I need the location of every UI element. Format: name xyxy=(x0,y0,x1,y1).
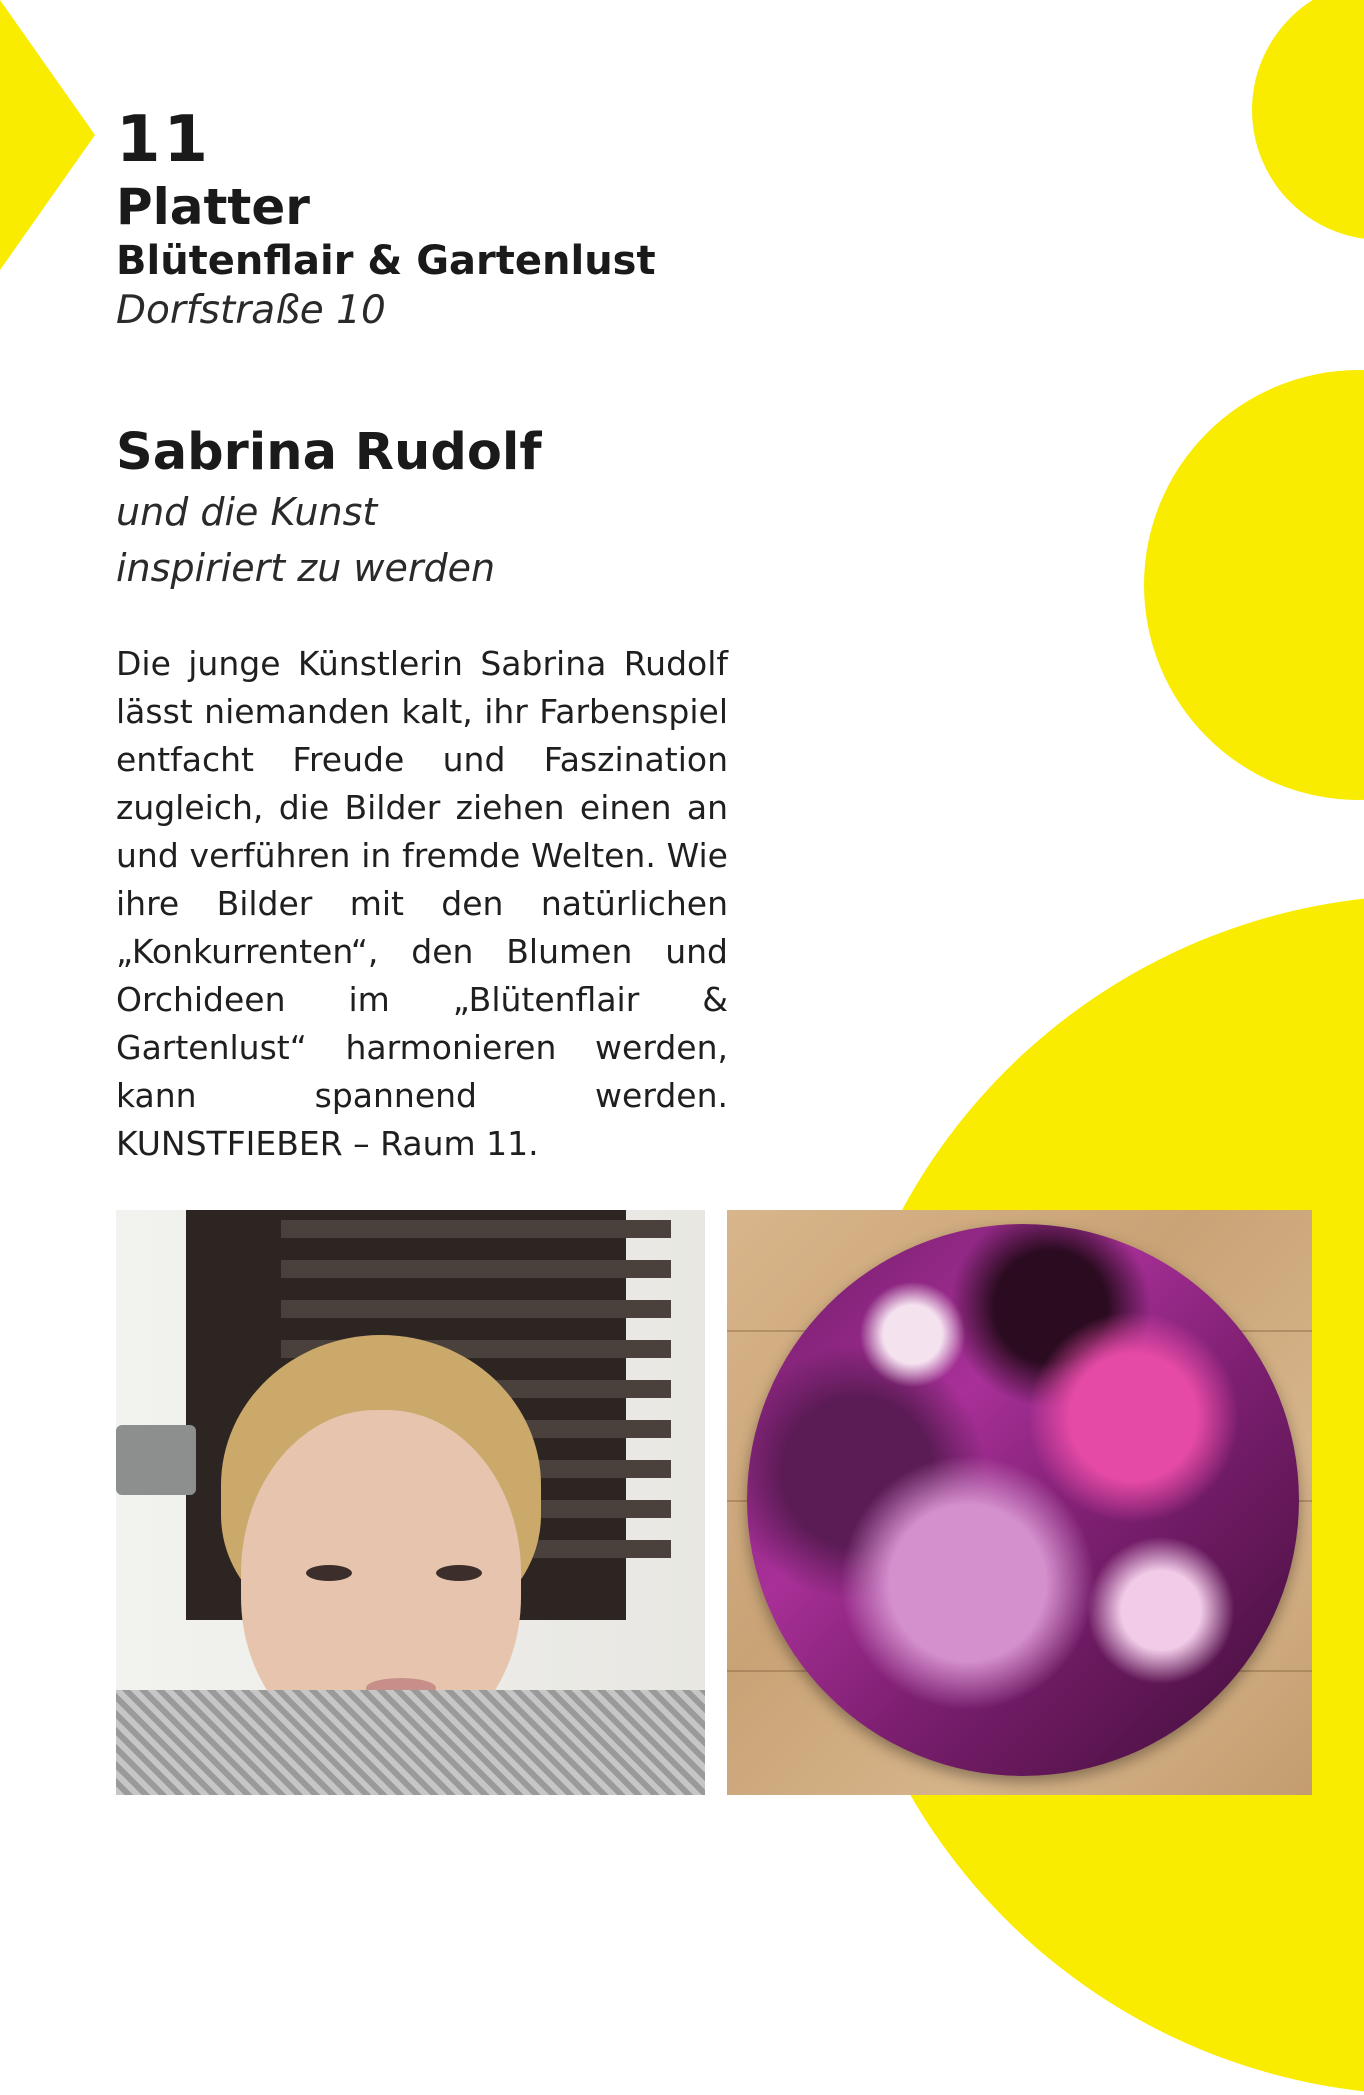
shutter-slat xyxy=(281,1220,671,1238)
location-header xyxy=(116,102,726,336)
portrait-sweater xyxy=(116,1690,705,1795)
artist-name: Sabrina Rudolf xyxy=(116,423,542,482)
yellow-triangle-decoration xyxy=(0,0,95,270)
portrait-eye-left xyxy=(306,1565,352,1581)
yellow-circle-top-decoration xyxy=(1252,0,1364,240)
business-name: Blütenflair & Gartenlust xyxy=(116,238,656,284)
subtitle-line-2: inspiriert zu werden xyxy=(116,546,496,590)
street-address: Dorfstraße 10 xyxy=(116,288,386,333)
village-name: Platter xyxy=(116,178,310,236)
article-body: Die junge Künstlerin Sabrina Rudolf lässt niemanden kalt, ihr Farbenspiel entfacht Freude und Faszination zugleich, die Bilder ziehen einen an und verführen in fremde Welten. Wie ihre Bilder mit den natürlichen „Konkurrenten“, den Blumen und Orchideen im „Blütenflair & Gartenlust“ harmonieren werden, kann spannend werden. KUNSTFIEBER – Raum 11. xyxy=(116,644,728,1163)
artist-subtitle xyxy=(116,484,495,596)
shutter-hinge xyxy=(116,1425,196,1495)
artist-portrait-photo xyxy=(116,1210,705,1795)
shutter-slat xyxy=(281,1300,671,1318)
shutter-slat xyxy=(281,1260,671,1278)
subtitle-line-1: und die Kunst xyxy=(116,490,378,534)
artwork-photo xyxy=(727,1210,1312,1795)
yellow-circle-middle-decoration xyxy=(1144,370,1364,800)
location-number: 11 xyxy=(116,103,212,177)
portrait-eye-right xyxy=(436,1565,482,1581)
pour-painting-disc xyxy=(747,1224,1299,1776)
